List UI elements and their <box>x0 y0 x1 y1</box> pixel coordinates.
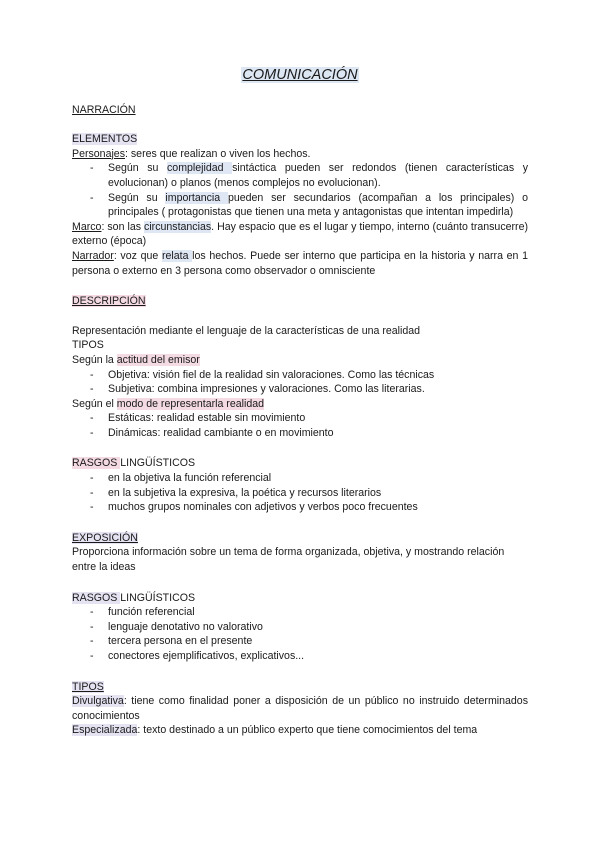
list-item: - Según su importancia pueden ser secundarios (acompañan a los principales) o principales ( protagonistas que tienen una meta y antagonistas que intentan impedirla) <box>90 191 528 220</box>
descripcion-intro: Representación mediante el lenguaje de la características de una realidad <box>72 324 421 337</box>
modo-line: Según el modo de representarla realidad <box>72 397 264 410</box>
descripcion-rasgos-heading: RASGOS LINGÜÍSTICOS <box>72 457 196 470</box>
exposicion-rasgos-heading: RASGOS LINGÜÍSTICOS <box>72 591 196 604</box>
list-item: - Según su complejidad sintáctica pueden ser redondos (tienen características y evolucionan) o planos (menos complejos no evolucionan). <box>90 161 528 190</box>
exposicion-tipos-heading: TIPOS <box>72 680 104 693</box>
divulgativa-line: Divulgativa: tiene como finalidad poner a disposición de un público no instruido determinados conocimientos <box>72 695 528 722</box>
list-item: - conectores ejemplificativos, explicativos... <box>90 649 528 664</box>
list-item: - lenguaje denotativo no valorativo <box>90 620 528 635</box>
personajes-list <box>72 161 528 219</box>
marco-line: Marco: son las circunstancias. Hay espacio que es el lugar y tiempo, interno (cuánto transucerre) externo (época) <box>72 220 528 248</box>
personajes-line: Personajes: seres que realizan o viven los hechos. <box>72 147 311 160</box>
list-item: - función referencial <box>90 605 528 620</box>
exposicion-heading: EXPOSICIÓN <box>72 531 138 544</box>
modo-list <box>72 411 528 440</box>
narrador-line: Narrador: voz que relata los hechos. Puede ser interno que participa en la historia y narra en 1 persona o externo en 3 persona como observador o omnisciente <box>72 249 529 277</box>
list-item: - Subjetiva: combina impresiones y valoraciones. Como las literarias. <box>90 382 528 397</box>
descripcion-tipos: TIPOS <box>72 339 104 352</box>
list-item: - muchos grupos nominales con adjetivos y verbos poco frecuentes <box>90 500 528 515</box>
page-title: COMUNICACIÓN <box>242 67 358 83</box>
list-item: - tercera persona en el presente <box>90 634 528 649</box>
elementos-heading: ELEMENTOS <box>72 133 138 146</box>
actitud-line: Según la actitud del emisor <box>72 353 200 366</box>
exposicion-rasgos-list <box>72 605 528 663</box>
list-item: - Estáticas: realidad estable sin movimiento <box>90 411 528 426</box>
list-item: - en la subjetiva la expresiva, la poética y recursos literarios <box>90 486 528 501</box>
list-item: - Objetiva: visión fiel de la realidad sin valoraciones. Como las técnicas <box>90 368 528 383</box>
actitud-list <box>72 368 528 397</box>
document-page <box>72 68 528 738</box>
list-item: - Dinámicas: realidad cambiante o en movimiento <box>90 426 528 441</box>
narracion-heading: NARRACIÓN <box>72 103 136 116</box>
descripcion-rasgos-list <box>72 471 528 515</box>
descripcion-heading: DESCRIPCIÓN <box>72 295 146 308</box>
list-item: - en la objetiva la función referencial <box>90 471 528 486</box>
exposicion-intro: Proporciona información sobre un tema de forma organizada, objetiva, y mostrando relación entre la ideas <box>72 546 505 574</box>
especializada-line: Especializada: texto destinado a un público experto que tiene comocimientos del tema <box>72 724 478 737</box>
